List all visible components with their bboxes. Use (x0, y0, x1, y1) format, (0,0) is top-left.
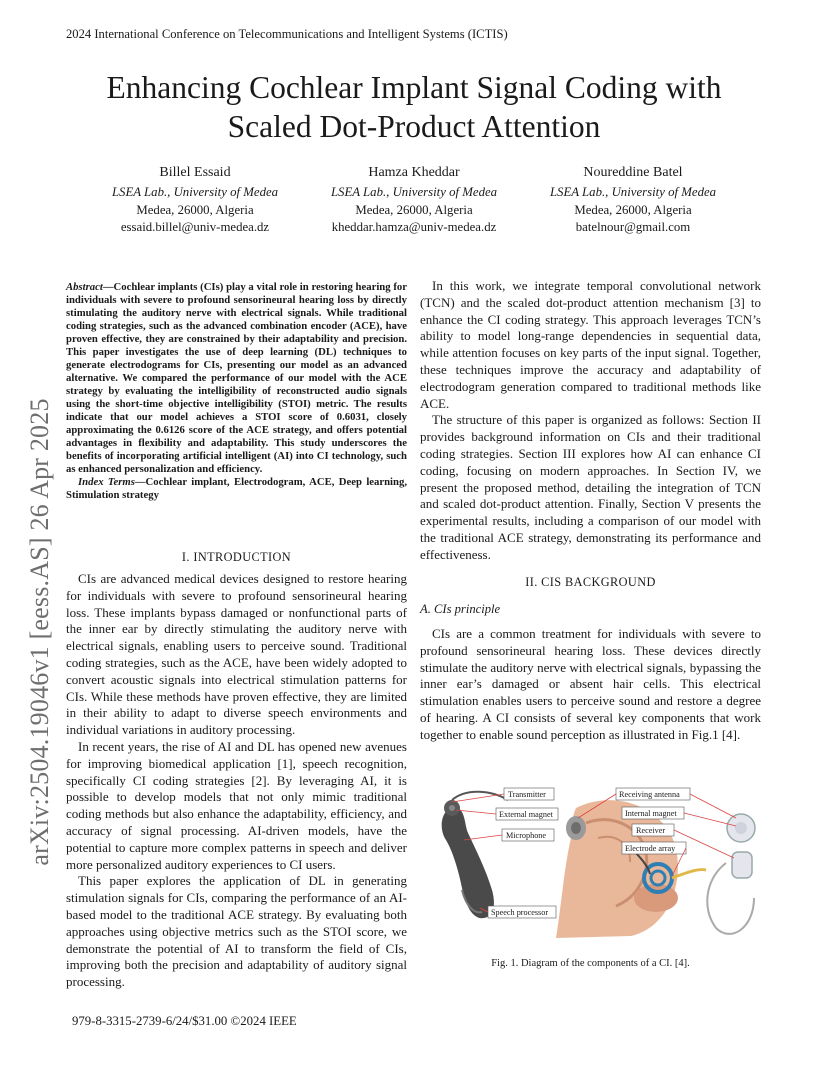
paragraph: This paper explores the application of DL in generating stimulation signals for CIs, comparing the performance of an AI-based model to the traditional ACE strategy. By evaluating both approaches using objective metrics such as the STOI score, we demonstrate the potential of AI to transform the field of CIs, improving both the precision and adaptability of auditory signal processing. (66, 873, 407, 990)
author-address: Medea, 26000, Algeria (136, 202, 254, 217)
label-transmitter: Transmitter (508, 790, 546, 799)
abstract-label: Abstract (66, 281, 103, 293)
label-microphone: Microphone (506, 831, 547, 840)
index-terms-label: Index Terms (78, 476, 135, 488)
right-column-body (420, 278, 761, 564)
paragraph: The structure of this paper is organized as follows: Section II provides background information on CIs and their traditional coding strategies. Section III explores how AI can enhance CI coding, focusing on modern approaches. In Section IV, we present the proposed method, detailing the integration of TCN and scaled dot-product attention. Finally, Section V presents the experimental results, including a comparison of our model with the traditional ACE strategy, demonstrating its performance and effectiveness. (420, 412, 761, 562)
label-internal-magnet: Internal magnet (625, 809, 677, 818)
author-affiliation: LSEA Lab., University of Medea (549, 185, 717, 200)
paragraph: In recent years, the rise of AI and DL has opened new avenues for improving biomedical application [1], speech recognition, specifically CI coding strategies [2]. By leveraging AI, it is possible to develop models that not only mimic traditional coding methods but also enhance the adaptability, efficiency, and accuracy of signal processing. AI-driven models, have the potential to capture more complex patterns in speech and deliver more personalized auditory experiences to CI users. (66, 738, 407, 872)
index-terms-text: —Cochlear implant, Electrodogram, ACE, Deep learning, Stimulation strategy (66, 476, 407, 501)
paragraph: In this work, we integrate temporal convolutional network (TCN) and the scaled dot-product attention mechanism [3] to enhance the CI coding strategy. This approach leverages TCN’s ability to model long-range dependencies in sequential data, while attention focuses on key parts of the input signal. Together, these techniques improve the accuracy and adaptability of electrodogram generation compared to traditional methods like ACE. (420, 278, 761, 411)
author-block-1 (80, 164, 310, 236)
label-speech-processor: Speech processor (491, 908, 549, 917)
conference-header: 2024 International Conference on Telecommunications and Intelligent Systems (ICTIS) (66, 27, 508, 41)
arxiv-identifier: arXiv:2504.19046v1 [eess.AS] 26 Apr 2025 (25, 398, 54, 866)
abstract (66, 281, 407, 502)
label-external-magnet: External magnet (499, 810, 553, 819)
author-name: Noureddine Batel (583, 165, 683, 180)
introduction-body (66, 571, 407, 991)
author-block-2 (299, 164, 529, 236)
author-affiliation: LSEA Lab., University of Medea (330, 185, 498, 200)
author-block-3 (518, 164, 748, 236)
title-line-2: Scaled Dot-Product Attention (227, 109, 601, 144)
author-email: essaid.billel@univ-medea.dz (120, 219, 270, 234)
figure-caption: Fig. 1. Diagram of the components of a CI. [4]. (491, 958, 690, 969)
paper-title (60, 68, 768, 146)
ci-principle-body (420, 626, 761, 744)
abstract-text: —Cochlear implants (CIs) play a vital role in restoring hearing for individuals with severe to profound sensorineural hearing loss by directly stimulating the auditory nerve with electrical signals. While traditional coding strategies, such as the advanced combination encoder (ACE), have proven effective, they are constrained by their adaptability and precision. This paper investigates the use of deep learning (DL) techniques to generate electrodograms for CIs, presenting our model as an advanced alternative. We compared the performance of our model with the ACE strategy by evaluating the intelligibility of reconstructed audio signals using the short-time objective intelligibility (STOI) metric. The results indicate that our model achieves a STOI score of 0.6031, closely approximating the 0.6126 score of the ACE strategy, and offers potential advantages in flexibility and adaptability. This study underscores the benefits of incorporating artificial intelligent (AI) into CI technology, such as enhanced personalization and efficiency. (66, 281, 407, 475)
author-address: Medea, 26000, Algeria (355, 202, 473, 217)
abstract-paragraph (66, 281, 407, 476)
subsection-heading-ci-principle: A. CIs principle (420, 602, 501, 616)
implant-illustration (707, 814, 755, 934)
label-receiving-antenna: Receiving antenna (619, 790, 680, 799)
label-electrode-array: Electrode array (625, 844, 676, 853)
label-receiver: Receiver (636, 826, 666, 835)
ci-components-figure (436, 778, 766, 938)
author-address: Medea, 26000, Algeria (574, 202, 692, 217)
author-email: batelnour@gmail.com (575, 219, 691, 234)
paragraph: CIs are advanced medical devices designed to restore hearing for individuals with severe to profound sensorineural hearing loss. These implants bypass damaged or nonfunctional parts of the inner ear by directly stimulating the auditory nerve with electrical signals, enabling users to perceive sound. Traditional coding strategies, such as the ACE, have been widely adopted to convert acoustic signals into electrical stimulation patterns for CIs. While these methods have proven effective, they are limited in their ability to adapt to diverse speech environments and individual variations in auditory processing. (66, 571, 407, 738)
section-heading-ci-background: II. CIS BACKGROUND (525, 575, 656, 589)
index-terms (66, 476, 407, 502)
author-name: Billel Essaid (159, 165, 231, 180)
author-name: Hamza Kheddar (368, 165, 460, 180)
author-email: kheddar.hamza@univ-medea.dz (331, 219, 497, 234)
ear-illustration (556, 800, 678, 938)
copyright-footer: 979-8-3315-2739-6/24/$31.00 ©2024 IEEE (72, 1014, 297, 1028)
author-affiliation: LSEA Lab., University of Medea (111, 185, 279, 200)
section-heading-introduction: I. INTRODUCTION (181, 550, 292, 564)
title-line-1: Enhancing Cochlear Implant Signal Coding with (106, 70, 722, 105)
paragraph: CIs are a common treatment for individuals with severe to profound sensorineural hearing loss. These devices directly stimulate the auditory nerve with electrical signals, bypassing the inner ear’s damaged or absent hair cells. This electrical stimulation enables users to perceive sound and restore a degree of hearing. A CI consists of several key components that work together to enable sound perception as illustrated in Fig.1 [4]. (420, 626, 761, 742)
